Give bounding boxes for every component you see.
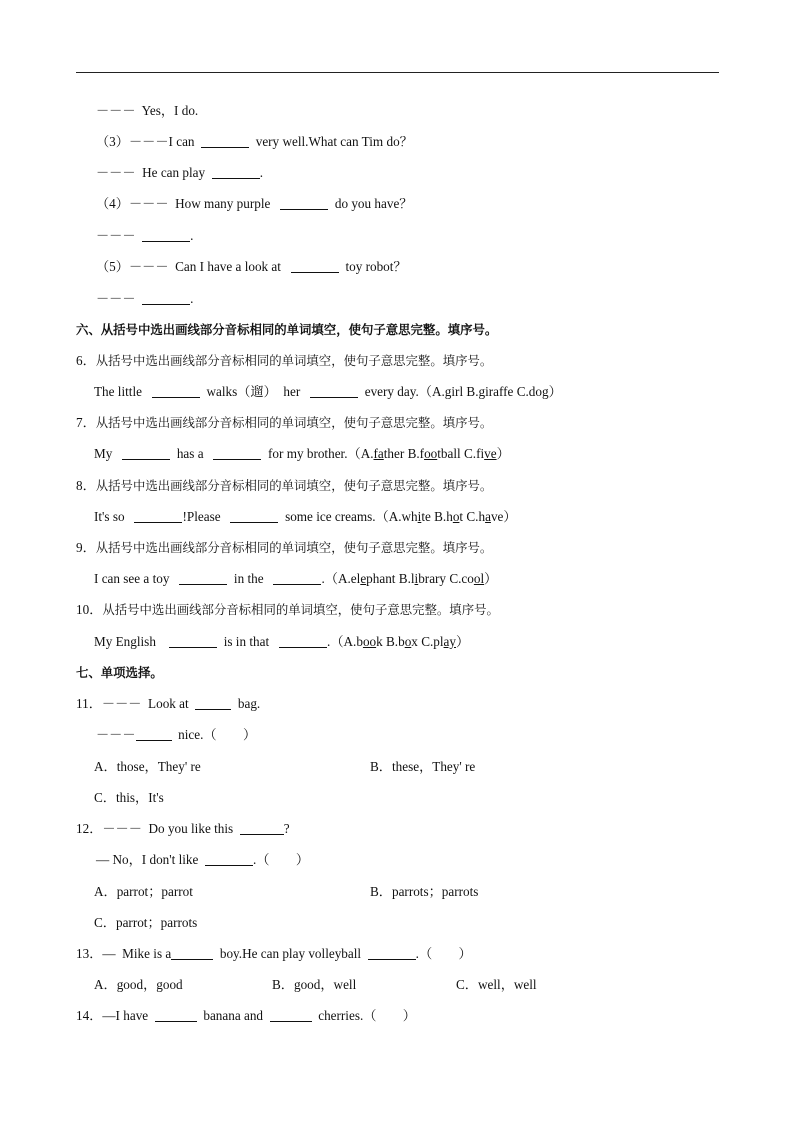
question-10: My English is in that .（A.book B.box C.play） <box>94 634 470 649</box>
dialogue-line: －－－ . <box>96 228 194 243</box>
question-3: （3）－－－I can very well.What can Tim do？ <box>96 134 413 149</box>
answer-blank[interactable] <box>205 851 253 866</box>
answer-blank[interactable] <box>310 383 358 398</box>
question-7: My has a for my brother.（A.father B.football C.five） <box>94 446 510 461</box>
option-a[interactable]: A．parrot；parrot <box>94 884 193 899</box>
answer-blank[interactable] <box>179 570 227 585</box>
question-12: 12．－－－ Do you like this ? <box>76 821 290 836</box>
question-11: 11．－－－ Look at bag. <box>76 696 261 711</box>
question-5: （5）－－－ Can I have a look at toy robot？ <box>96 259 407 274</box>
dialogue-line: －－－ He can play . <box>96 165 264 180</box>
question-9: I can see a toy in the .（A.elephant B.library C.cool） <box>94 571 498 586</box>
answer-blank[interactable] <box>368 945 416 960</box>
answer-blank[interactable] <box>136 726 172 741</box>
question-8: It's so !Please some ice creams.（A.white B.hot C.have） <box>94 509 517 524</box>
answer-blank[interactable] <box>230 508 278 523</box>
answer-blank[interactable] <box>152 383 200 398</box>
option-b[interactable]: B．these，They' re <box>370 759 476 774</box>
option-c[interactable]: C．well，well <box>456 977 537 992</box>
answer-blank[interactable] <box>279 633 327 648</box>
answer-blank[interactable] <box>142 290 190 305</box>
answer-blank[interactable] <box>171 945 213 960</box>
section-heading: 六、从括号中选出画线部分音标相同的单词填空，使句子意思完整。填序号。 <box>76 322 498 337</box>
question-9-instruction: 9．从括号中选出画线部分音标相同的单词填空，使句子意思完整。填序号。 <box>76 540 493 555</box>
option-a[interactable]: A．those，They' re <box>94 759 201 774</box>
answer-blank[interactable] <box>212 164 260 179</box>
answer-blank[interactable] <box>134 508 182 523</box>
question-6-instruction: 6．从括号中选出画线部分音标相同的单词填空，使句子意思完整。填序号。 <box>76 353 493 368</box>
question-8-instruction: 8．从括号中选出画线部分音标相同的单词填空，使句子意思完整。填序号。 <box>76 478 493 493</box>
answer-blank[interactable] <box>273 570 321 585</box>
answer-blank[interactable] <box>213 445 261 460</box>
dialogue-line: －－－ . <box>96 291 194 306</box>
answer-blank[interactable] <box>142 227 190 242</box>
answer-blank[interactable] <box>169 633 217 648</box>
option-c[interactable]: C．parrot；parrots <box>94 915 198 930</box>
header-rule <box>76 72 719 73</box>
answer-blank[interactable] <box>122 445 170 460</box>
answer-blank[interactable] <box>155 1007 197 1022</box>
question-14: 14．—I have banana and cherries.（ ） <box>76 1008 416 1023</box>
option-a[interactable]: A．good，good <box>94 977 183 992</box>
section-heading: 七、单项选择。 <box>76 665 163 680</box>
option-b[interactable]: B．good，well <box>272 977 357 992</box>
answer-blank[interactable] <box>201 133 249 148</box>
answer-blank[interactable] <box>195 695 231 710</box>
option-b[interactable]: B．parrots；parrots <box>370 884 479 899</box>
answer-blank[interactable] <box>240 820 284 835</box>
question-6: The little walks（遛） her every day.（A.girl B.giraffe C.dog） <box>94 384 562 399</box>
question-4: （4）－－－ How many purple do you have？ <box>96 196 413 211</box>
question-13: 13．— Mike is a boy.He can play volleyball .（ ） <box>76 946 472 961</box>
question-7-instruction: 7．从括号中选出画线部分音标相同的单词填空，使句子意思完整。填序号。 <box>76 415 493 430</box>
question-11-reply: －－－ nice.（ ） <box>96 727 257 742</box>
dialogue-line: －－－ Yes，I do. <box>96 103 199 118</box>
answer-blank[interactable] <box>280 195 328 210</box>
answer-blank[interactable] <box>291 258 339 273</box>
question-10-instruction: 10．从括号中选出画线部分音标相同的单词填空，使句子意思完整。填序号。 <box>76 602 499 617</box>
option-c[interactable]: C．this，It's <box>94 790 164 805</box>
answer-blank[interactable] <box>270 1007 312 1022</box>
question-12-reply: — No，I don't like .（ ） <box>96 852 310 867</box>
